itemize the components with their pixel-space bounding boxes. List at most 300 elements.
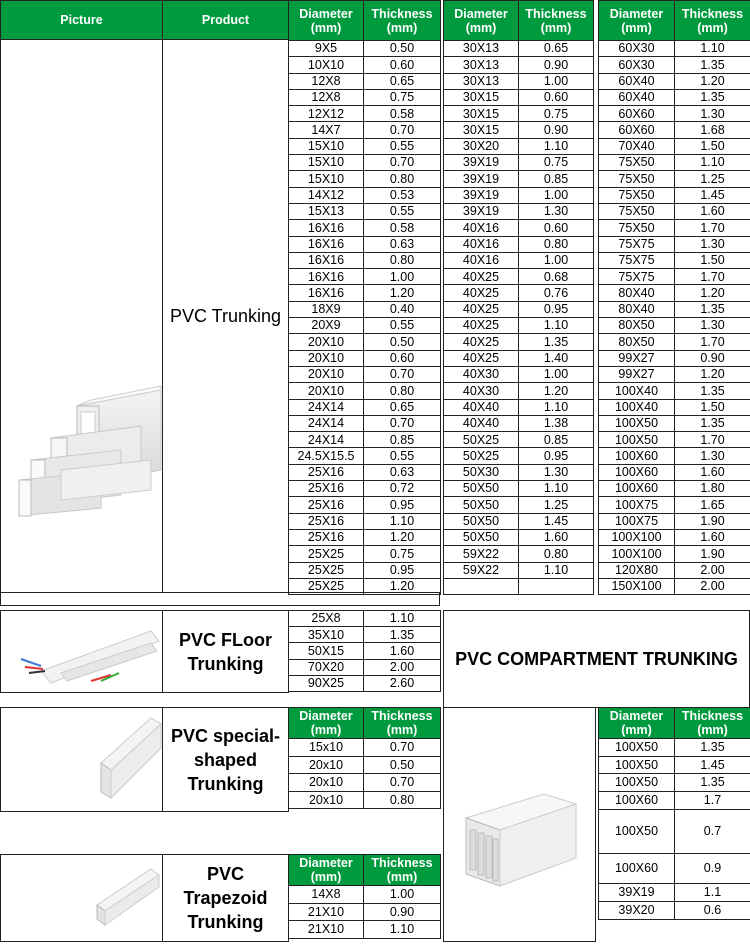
table-row	[289, 497, 441, 513]
thickness-cell: 1.35	[364, 627, 441, 643]
pvc-trunking-image	[1, 40, 162, 592]
thickness-cell: 1.20	[675, 73, 750, 89]
thickness-cell: 0.70	[364, 122, 441, 138]
table-row	[599, 513, 750, 529]
thickness-cell: 0.7	[675, 809, 750, 853]
thickness-cell: 1.70	[675, 432, 750, 448]
table-row	[599, 809, 750, 853]
table-row	[289, 611, 441, 627]
diameter-cell: 24X14	[289, 399, 364, 415]
diameter-cell: 40X25	[444, 269, 519, 285]
thickness-cell: 1.30	[519, 464, 594, 480]
diameter-cell: 75X50	[599, 155, 675, 171]
table-row	[289, 203, 441, 219]
thickness-cell: 1.35	[675, 57, 750, 73]
table-row	[289, 464, 441, 480]
diameter-cell: 100X40	[599, 383, 675, 399]
diameter-cell: 60X40	[599, 73, 675, 89]
thickness-cell: 0.50	[364, 334, 441, 350]
table-row	[289, 106, 441, 122]
thickness-cell: 1.20	[675, 285, 750, 301]
table-row	[289, 41, 441, 57]
thickness-cell	[519, 578, 594, 594]
table-row	[444, 236, 594, 252]
table-row	[599, 481, 750, 497]
trunking-table-3	[598, 0, 750, 595]
thickness-cell: 0.72	[364, 481, 441, 497]
table-row	[444, 138, 594, 154]
thickness-cell: 0.85	[519, 171, 594, 187]
thickness-cell: 0.58	[364, 106, 441, 122]
table-row	[599, 285, 750, 301]
thickness-cell: 2.00	[675, 578, 750, 594]
thickness-cell: 0.63	[364, 236, 441, 252]
trapezoid-name-line3: Trunking	[188, 910, 264, 934]
thickness-cell: 1.60	[675, 529, 750, 545]
diameter-cell: 30X13	[444, 73, 519, 89]
thickness-cell: 1.70	[675, 334, 750, 350]
table-row	[444, 562, 594, 578]
table-row	[444, 269, 594, 285]
diameter-cell: 50X25	[444, 432, 519, 448]
thickness-cell: 1.20	[519, 383, 594, 399]
table-row	[444, 89, 594, 105]
table-row	[599, 301, 750, 317]
thickness-cell: 1.45	[519, 513, 594, 529]
thickness-cell: 1.30	[675, 106, 750, 122]
special-name-line2: shaped	[194, 748, 257, 772]
table-row	[599, 106, 750, 122]
special-name-line1: PVC special-	[171, 724, 280, 748]
table-row	[599, 432, 750, 448]
table-row	[289, 220, 441, 236]
thickness-cell: 1.10	[675, 41, 750, 57]
diameter-cell: 10X10	[289, 57, 364, 73]
table-row	[289, 448, 441, 464]
table-row	[289, 334, 441, 350]
thickness-cell: 0.65	[364, 73, 441, 89]
floor-name-line1: PVC FLoor	[179, 628, 272, 652]
diameter-cell: 30X13	[444, 57, 519, 73]
diameter-cell: 20X10	[289, 366, 364, 382]
table-row	[289, 513, 441, 529]
table-row	[444, 106, 594, 122]
thickness-cell: 0.76	[519, 285, 594, 301]
diameter-header: Diameter (mm)	[289, 855, 364, 886]
table-row	[444, 203, 594, 219]
diameter-cell: 80X40	[599, 285, 675, 301]
thickness-cell: 0.75	[364, 546, 441, 562]
thickness-cell: 0.90	[364, 903, 441, 921]
thickness-cell: 0.95	[364, 497, 441, 513]
table-row	[599, 853, 750, 883]
thickness-header: Thickness (mm)	[675, 708, 750, 739]
thickness-cell: 1.50	[675, 399, 750, 415]
thickness-cell: 1.38	[519, 415, 594, 431]
table-row	[599, 41, 750, 57]
table-row	[444, 171, 594, 187]
table-row	[289, 774, 441, 792]
table-row	[289, 675, 441, 691]
thickness-cell: 0.65	[364, 399, 441, 415]
diameter-cell: 25X16	[289, 481, 364, 497]
thickness-cell: 0.80	[519, 236, 594, 252]
thickness-cell: 1.35	[675, 739, 750, 757]
thickness-header: Thickness (mm)	[364, 1, 441, 41]
diameter-cell: 100X60	[599, 481, 675, 497]
diameter-cell: 100X100	[599, 546, 675, 562]
table-row	[599, 73, 750, 89]
table-row	[289, 285, 441, 301]
thickness-header: Thickness (mm)	[519, 1, 594, 41]
diameter-cell: 20x10	[289, 791, 364, 809]
diameter-cell: 100X60	[599, 853, 675, 883]
diameter-cell: 50X50	[444, 513, 519, 529]
floor-table	[288, 610, 441, 692]
table-row	[599, 383, 750, 399]
table-row	[289, 903, 441, 921]
thickness-cell: 0.63	[364, 464, 441, 480]
thickness-cell: 1.50	[675, 138, 750, 154]
thickness-cell: 0.80	[364, 791, 441, 809]
diameter-cell: 30X20	[444, 138, 519, 154]
thickness-cell: 1.60	[675, 203, 750, 219]
special-name-line3: Trunking	[188, 772, 264, 796]
thickness-cell: 0.80	[364, 171, 441, 187]
table-row	[599, 318, 750, 334]
table-row	[289, 791, 441, 809]
thickness-cell: 1.1	[675, 883, 750, 901]
thickness-cell: 0.80	[364, 252, 441, 268]
table-row	[599, 883, 750, 901]
diameter-cell: 100X75	[599, 497, 675, 513]
table-row	[599, 220, 750, 236]
table-row	[599, 562, 750, 578]
diameter-cell: 15x10	[289, 739, 364, 757]
table-row	[289, 529, 441, 545]
thickness-cell: 1.70	[675, 269, 750, 285]
table-row	[289, 73, 441, 89]
table-row	[599, 334, 750, 350]
thickness-cell: 1.45	[675, 756, 750, 774]
diameter-cell: 60X30	[599, 57, 675, 73]
table-row	[289, 562, 441, 578]
thickness-cell: 1.70	[675, 220, 750, 236]
table-row	[599, 187, 750, 203]
diameter-cell: 30X15	[444, 89, 519, 105]
compartment-trunking-image	[444, 708, 595, 941]
table-row	[599, 122, 750, 138]
table-row	[444, 448, 594, 464]
thickness-cell: 1.35	[675, 774, 750, 792]
thickness-cell: 0.65	[519, 41, 594, 57]
diameter-cell: 100X50	[599, 432, 675, 448]
table-row	[444, 73, 594, 89]
trapezoid-picture-cell	[0, 854, 163, 942]
thickness-cell: 1.25	[675, 171, 750, 187]
thickness-cell: 1.00	[519, 252, 594, 268]
diameter-cell: 39X19	[444, 155, 519, 171]
thickness-cell: 1.10	[675, 155, 750, 171]
thickness-cell: 0.95	[519, 301, 594, 317]
thickness-cell: 0.58	[364, 220, 441, 236]
thickness-cell: 1.10	[519, 481, 594, 497]
trapezoid-product-cell	[162, 854, 289, 942]
thickness-cell: 1.20	[675, 366, 750, 382]
table-row	[289, 122, 441, 138]
table-row	[289, 301, 441, 317]
diameter-cell: 20x10	[289, 774, 364, 792]
thickness-cell: 1.7	[675, 791, 750, 809]
thickness-cell: 2.00	[364, 659, 441, 675]
diameter-cell	[444, 578, 519, 594]
diameter-cell: 50X30	[444, 464, 519, 480]
thickness-cell: 0.75	[519, 155, 594, 171]
pvc-trunking-product-cell	[162, 39, 289, 593]
diameter-cell: 40X25	[444, 334, 519, 350]
thickness-cell: 1.30	[519, 203, 594, 219]
table-row	[444, 383, 594, 399]
diameter-header: Diameter (mm)	[599, 1, 675, 41]
table-row	[444, 497, 594, 513]
table-row	[444, 122, 594, 138]
thickness-cell: 0.70	[364, 774, 441, 792]
table-row	[289, 187, 441, 203]
table-row	[289, 171, 441, 187]
diameter-cell: 100X50	[599, 756, 675, 774]
table-row	[599, 464, 750, 480]
diameter-cell: 14X7	[289, 122, 364, 138]
diameter-cell: 59X22	[444, 546, 519, 562]
thickness-cell: 0.53	[364, 187, 441, 203]
table-row	[599, 901, 750, 919]
thickness-cell: 1.90	[675, 513, 750, 529]
table-row	[599, 756, 750, 774]
thickness-cell: 1.10	[364, 513, 441, 529]
trapezoid-table	[288, 854, 441, 939]
diameter-cell: 24X14	[289, 415, 364, 431]
table-row	[289, 252, 441, 268]
diameter-cell: 35X10	[289, 627, 364, 643]
thickness-cell: 1.10	[519, 399, 594, 415]
thickness-cell: 0.75	[364, 89, 441, 105]
diameter-cell: 75X50	[599, 220, 675, 236]
diameter-cell: 100X60	[599, 791, 675, 809]
diameter-cell: 12X12	[289, 106, 364, 122]
thickness-cell: 1.90	[675, 546, 750, 562]
diameter-cell: 99X27	[599, 350, 675, 366]
thickness-cell: 2.60	[364, 675, 441, 691]
table-row	[444, 578, 594, 594]
diameter-cell: 150X100	[599, 578, 675, 594]
thickness-cell: 1.00	[364, 269, 441, 285]
table-row	[444, 415, 594, 431]
diameter-cell: 100X50	[599, 809, 675, 853]
table-row	[289, 383, 441, 399]
thickness-cell: 1.40	[519, 350, 594, 366]
thickness-cell: 0.90	[519, 122, 594, 138]
table-row	[599, 138, 750, 154]
special-picture-cell	[0, 707, 163, 812]
thickness-header: Thickness (mm)	[364, 708, 441, 739]
diameter-cell: 24X14	[289, 432, 364, 448]
diameter-cell: 80X50	[599, 318, 675, 334]
diameter-cell: 25X16	[289, 513, 364, 529]
diameter-cell: 80X50	[599, 334, 675, 350]
compartment-title-cell	[443, 610, 750, 708]
thickness-cell: 0.60	[519, 220, 594, 236]
thickness-cell: 1.00	[364, 886, 441, 904]
table-row	[599, 350, 750, 366]
diameter-cell: 70X40	[599, 138, 675, 154]
table-row	[599, 791, 750, 809]
thickness-cell: 0.55	[364, 318, 441, 334]
thickness-cell: 0.85	[519, 432, 594, 448]
diameter-cell: 50X50	[444, 497, 519, 513]
table-row	[289, 399, 441, 415]
diameter-cell: 75X75	[599, 269, 675, 285]
thickness-cell: 1.30	[675, 448, 750, 464]
special-table	[288, 707, 441, 809]
table-row	[289, 886, 441, 904]
diameter-cell: 39X19	[599, 883, 675, 901]
thickness-cell: 1.00	[519, 187, 594, 203]
thickness-cell: 1.10	[364, 611, 441, 627]
diameter-cell: 20x10	[289, 756, 364, 774]
thickness-cell: 1.45	[675, 187, 750, 203]
thickness-cell: 1.35	[675, 383, 750, 399]
special-product-cell	[162, 707, 289, 812]
thickness-cell: 0.6	[675, 901, 750, 919]
table-row	[289, 318, 441, 334]
thickness-cell: 0.70	[364, 366, 441, 382]
table-row	[599, 57, 750, 73]
diameter-header: Diameter (mm)	[289, 1, 364, 41]
compartment-picture-cell	[443, 707, 596, 942]
floor-trunking-image	[1, 611, 162, 692]
thickness-cell: 0.70	[364, 739, 441, 757]
trapezoid-trunking-image	[1, 855, 162, 941]
diameter-cell: 60X40	[599, 89, 675, 105]
diameter-cell: 40X40	[444, 399, 519, 415]
table-row	[599, 155, 750, 171]
thickness-cell: 0.80	[364, 383, 441, 399]
header-picture: Picture	[0, 0, 163, 40]
diameter-cell: 75X75	[599, 252, 675, 268]
table-row	[599, 89, 750, 105]
diameter-cell: 39X20	[599, 901, 675, 919]
compartment-title: PVC COMPARTMENT TRUNKING	[455, 649, 738, 670]
diameter-cell: 25X25	[289, 562, 364, 578]
diameter-cell: 39X19	[444, 171, 519, 187]
thickness-cell: 1.35	[675, 415, 750, 431]
diameter-cell: 20X10	[289, 383, 364, 399]
diameter-cell: 16X16	[289, 220, 364, 236]
diameter-cell: 80X40	[599, 301, 675, 317]
table-row	[444, 350, 594, 366]
table-row	[289, 643, 441, 659]
diameter-cell: 60X60	[599, 122, 675, 138]
diameter-cell: 30X15	[444, 106, 519, 122]
thickness-cell: 0.95	[519, 448, 594, 464]
thickness-cell: 0.60	[364, 57, 441, 73]
diameter-cell: 40X16	[444, 252, 519, 268]
diameter-cell: 40X25	[444, 285, 519, 301]
diameter-cell: 25X25	[289, 546, 364, 562]
thickness-cell: 0.55	[364, 203, 441, 219]
thickness-cell: 0.55	[364, 138, 441, 154]
trunking-table-2	[443, 0, 594, 595]
pvc-trunking-picture-cell	[0, 39, 163, 593]
thickness-cell: 1.60	[519, 529, 594, 545]
thickness-cell: 0.70	[364, 415, 441, 431]
diameter-cell: 14X8	[289, 886, 364, 904]
thickness-cell: 0.90	[519, 57, 594, 73]
floor-product-cell	[162, 610, 289, 693]
table-row	[289, 659, 441, 675]
diameter-cell: 25X25	[289, 578, 364, 594]
table-row	[289, 236, 441, 252]
table-row	[289, 269, 441, 285]
table-row	[289, 350, 441, 366]
table-row	[289, 756, 441, 774]
thickness-header: Thickness (mm)	[364, 855, 441, 886]
table-row	[289, 481, 441, 497]
diameter-cell: 30X15	[444, 122, 519, 138]
diameter-cell: 40X30	[444, 366, 519, 382]
diameter-cell: 40X25	[444, 350, 519, 366]
diameter-cell: 20X10	[289, 350, 364, 366]
thickness-cell: 0.55	[364, 448, 441, 464]
diameter-cell: 25X8	[289, 611, 364, 627]
diameter-cell: 40X16	[444, 236, 519, 252]
diameter-cell: 100X40	[599, 399, 675, 415]
diameter-header: Diameter (mm)	[599, 708, 675, 739]
diameter-cell: 9X5	[289, 41, 364, 57]
thickness-cell: 1.20	[364, 285, 441, 301]
thickness-cell: 0.70	[364, 155, 441, 171]
thickness-cell: 1.00	[519, 73, 594, 89]
diameter-cell: 100X50	[599, 739, 675, 757]
thickness-cell: 1.60	[364, 643, 441, 659]
thickness-cell: 1.35	[675, 301, 750, 317]
diameter-cell: 40X25	[444, 318, 519, 334]
table-row	[444, 57, 594, 73]
thickness-cell: 1.68	[675, 122, 750, 138]
diameter-cell: 60X30	[599, 41, 675, 57]
table-row	[599, 546, 750, 562]
table-row	[599, 497, 750, 513]
diameter-cell: 16X16	[289, 285, 364, 301]
spacer-row	[0, 592, 440, 606]
diameter-cell: 18X9	[289, 301, 364, 317]
table-row	[599, 399, 750, 415]
diameter-cell: 75X75	[599, 236, 675, 252]
thickness-cell: 1.20	[364, 529, 441, 545]
diameter-cell: 60X60	[599, 106, 675, 122]
diameter-cell: 21X10	[289, 921, 364, 939]
thickness-cell: 0.9	[675, 853, 750, 883]
trapezoid-name-line1: PVC	[207, 862, 244, 886]
thickness-cell: 1.30	[675, 236, 750, 252]
diameter-cell: 25X16	[289, 497, 364, 513]
table-row	[599, 739, 750, 757]
diameter-header: Diameter (mm)	[289, 708, 364, 739]
table-row	[599, 774, 750, 792]
table-row	[444, 285, 594, 301]
table-row	[289, 366, 441, 382]
table-row	[599, 366, 750, 382]
